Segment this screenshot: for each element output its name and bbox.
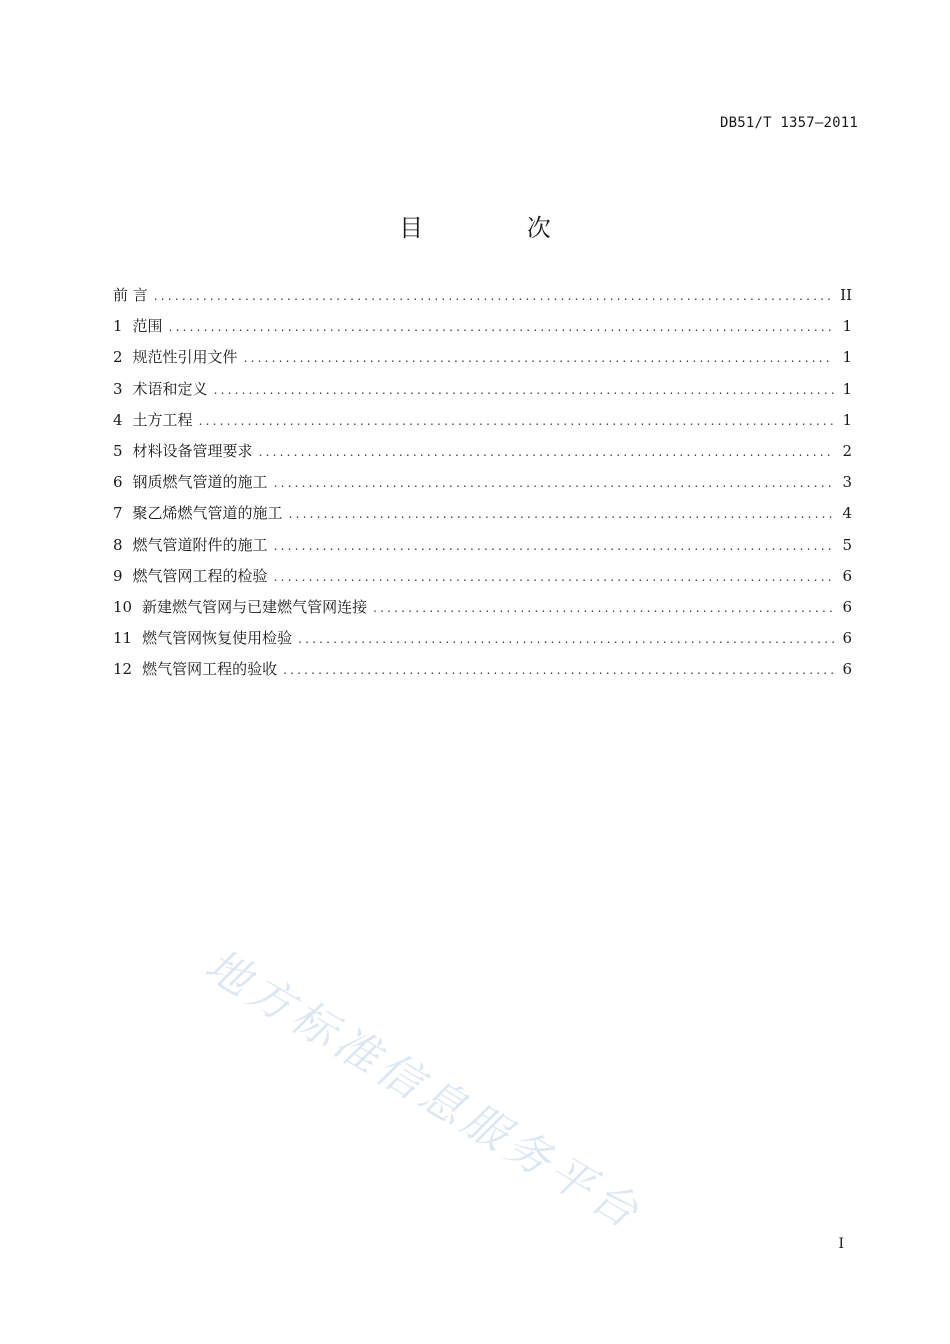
toc-leader-dots [154, 289, 834, 303]
toc-entry-page: 6 [842, 566, 852, 585]
toc-entry-page: 6 [842, 629, 852, 648]
toc-entry-page: 6 [842, 660, 852, 679]
toc-entry[interactable] [113, 346, 852, 377]
toc-entry[interactable] [113, 409, 852, 440]
toc-entry-number: 8 [113, 535, 123, 554]
standard-code: DB51/T 1357—2011 [719, 115, 858, 131]
toc-entry[interactable] [113, 534, 852, 565]
toc-entry-label: 燃气管网工程的验收 [142, 660, 278, 679]
toc-entry-label: 材料设备管理要求 [132, 441, 253, 460]
toc-entry-number: 5 [113, 441, 123, 460]
toc-entry[interactable] [113, 596, 852, 627]
toc-leader-dots [259, 445, 834, 459]
toc-entry-number: 9 [113, 566, 123, 585]
toc-entry-number: 7 [113, 504, 123, 523]
toc-entry-label: 前 言 [113, 286, 148, 304]
toc-entry-number: 2 [113, 348, 123, 367]
toc-leader-dots [199, 414, 834, 428]
toc-entry[interactable] [113, 471, 852, 502]
toc-entry-label: 燃气管网恢复使用检验 [142, 629, 293, 648]
toc-entry[interactable] [113, 565, 852, 596]
toc-entry-label: 燃气管网工程的检验 [132, 566, 268, 585]
page-number: I [838, 1236, 844, 1252]
toc-entry-page: 5 [842, 535, 852, 554]
toc-entry-label: 术语和定义 [132, 379, 208, 398]
toc-entry-label: 规范性引用文件 [132, 348, 238, 367]
toc-entry[interactable] [113, 627, 852, 658]
toc-leader-dots [244, 351, 834, 365]
watermark: 地方标准信息服务平台 [196, 939, 651, 1241]
toc-entry-number: 11 [113, 629, 133, 648]
toc-entry[interactable] [113, 284, 852, 315]
toc-entry-label: 土方工程 [132, 410, 193, 429]
table-of-contents [113, 284, 852, 689]
toc-entry[interactable] [113, 502, 852, 533]
toc-entry-label: 新建燃气管网与已建燃气管网连接 [142, 597, 368, 616]
toc-entry-page: 1 [842, 410, 852, 429]
toc-entry-page: II [840, 286, 852, 304]
toc-entry-label: 钢质燃气管道的施工 [132, 473, 268, 492]
toc-entry[interactable] [113, 315, 852, 346]
toc-entry-page: 6 [842, 597, 852, 616]
toc-entry-page: 1 [842, 317, 852, 336]
toc-entry-number: 4 [113, 410, 123, 429]
page-title: 目 次 [399, 214, 599, 242]
toc-leader-dots [289, 507, 834, 521]
toc-leader-dots [274, 570, 834, 584]
toc-leader-dots [169, 320, 834, 334]
toc-entry-number: 12 [113, 660, 133, 679]
toc-leader-dots [298, 632, 834, 646]
toc-leader-dots [274, 476, 834, 490]
toc-leader-dots [214, 383, 834, 397]
toc-leader-dots [283, 663, 834, 677]
toc-entry-number: 1 [113, 317, 123, 336]
toc-entry-page: 4 [842, 504, 852, 523]
toc-entry[interactable] [113, 658, 852, 689]
toc-entry[interactable] [113, 378, 852, 409]
toc-leader-dots [274, 539, 834, 553]
toc-entry-label: 燃气管道附件的施工 [132, 535, 268, 554]
toc-entry-page: 2 [842, 441, 852, 460]
toc-entry-number: 6 [113, 473, 123, 492]
toc-entry-page: 1 [842, 379, 852, 398]
toc-leader-dots [373, 601, 834, 615]
toc-entry-number: 3 [113, 379, 123, 398]
toc-entry[interactable] [113, 440, 852, 471]
toc-entry-label: 聚乙烯燃气管道的施工 [132, 504, 283, 523]
toc-entry-page: 1 [842, 348, 852, 367]
toc-entry-page: 3 [842, 473, 852, 492]
toc-entry-label: 范围 [132, 317, 163, 336]
toc-entry-number: 10 [113, 597, 133, 616]
